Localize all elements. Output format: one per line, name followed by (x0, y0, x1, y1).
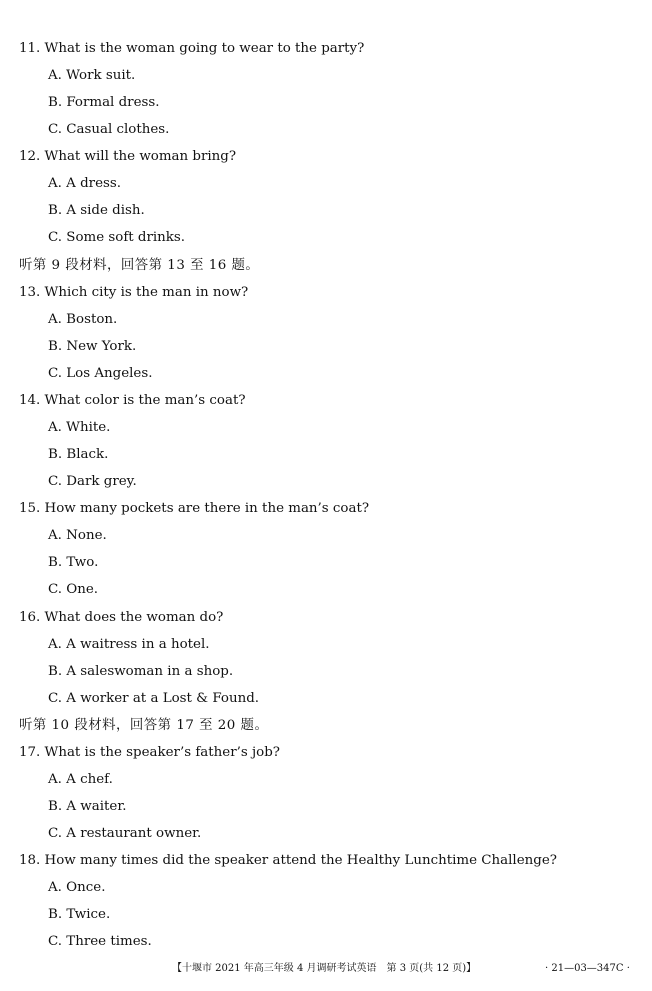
option-11-a: A. Work suit. (48, 68, 136, 83)
option-17-b: B. A waiter. (48, 799, 127, 814)
question-13: 13. Which city is the man in now? (19, 285, 249, 300)
option-13-c: C. Los Angeles. (48, 366, 153, 381)
option-15-c: C. One. (48, 582, 99, 597)
question-15: 15. How many pockets are there in the man’s coat? (19, 501, 370, 516)
section-10-instruction: 听第 10 段材料，回答第 17 至 20 题。 (19, 718, 269, 733)
option-11-b: B. Formal dress. (48, 95, 160, 110)
footer-title: 【十堰市 2021 年高三年级 4 月调研考试英语 第 3 页(共 12 页)】 (172, 963, 477, 974)
question-11: 11. What is the woman going to wear to the party? (19, 41, 365, 56)
option-15-a: A. None. (48, 528, 107, 543)
option-12-c: C. Some soft drinks. (48, 230, 186, 245)
option-16-a: A. A waitress in a hotel. (48, 637, 210, 652)
option-12-b: B. A side dish. (48, 203, 145, 218)
option-18-b: B. Twice. (48, 907, 111, 922)
option-14-c: C. Dark grey. (48, 474, 137, 489)
option-11-c: C. Casual clothes. (48, 122, 170, 137)
footer-code: · 21—03—347C · (545, 963, 630, 974)
option-12-a: A. A dress. (48, 176, 122, 191)
section-9-instruction: 听第 9 段材料，回答第 13 至 16 题。 (19, 258, 260, 273)
question-16: 16. What does the woman do? (19, 610, 224, 625)
option-14-b: B. Black. (48, 447, 109, 462)
option-14-a: A. White. (48, 420, 111, 435)
option-13-b: B. New York. (48, 339, 137, 354)
option-16-c: C. A worker at a Lost & Found. (48, 691, 260, 706)
question-18: 18. How many times did the speaker attend the Healthy Lunchtime Challenge? (19, 853, 557, 868)
option-18-a: A. Once. (48, 880, 106, 895)
option-15-b: B. Two. (48, 555, 99, 570)
question-14: 14. What color is the man’s coat? (19, 393, 246, 408)
question-17: 17. What is the speaker’s father’s job? (19, 745, 280, 760)
option-17-c: C. A restaurant owner. (48, 826, 202, 841)
option-16-b: B. A saleswoman in a shop. (48, 664, 234, 679)
question-12: 12. What will the woman bring? (19, 149, 237, 164)
option-13-a: A. Boston. (48, 312, 118, 327)
option-18-c: C. Three times. (48, 934, 152, 949)
option-17-a: A. A chef. (48, 772, 113, 787)
